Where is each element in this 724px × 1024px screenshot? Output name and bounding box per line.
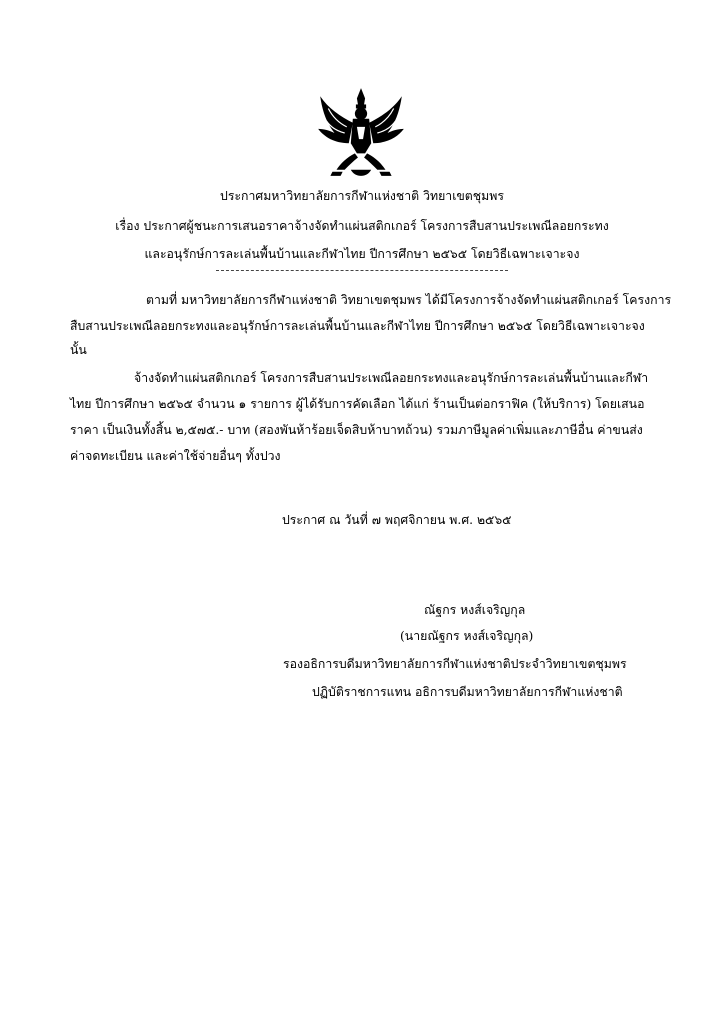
- subject-line-2: และอนุรักษ์การละเล่นพื้นบ้านและกีฬาไทย ปีการศึกษา ๒๕๖๕ โดยวิธีเฉพาะเจาะจง: [144, 247, 580, 261]
- signer-position: รองอธิการบดีมหาวิทยาลัยการกีฬาแห่งชาติประจำวิทยาเขตชุมพร: [283, 657, 627, 671]
- paragraph-1-line-3: นั้น: [70, 343, 87, 357]
- announcement-date: ประกาศ ณ วันที่ ๗ พฤศจิกายน พ.ศ. ๒๕๖๕: [282, 513, 512, 527]
- signature-name: ณัฐกร หงส์เจริญกุล: [424, 603, 526, 617]
- paragraph-2-line-4: ค่าจดทะเบียน และค่าใช้จ่ายอื่นๆ ทั้งปวง: [70, 449, 281, 463]
- paragraph-2-line-2: ไทย ปีการศึกษา ๒๕๖๕ จำนวน ๑ รายการ ผู้ได้รับการคัดเลือก ได้แก่ ร้านเป็นต่อกราฟิค (ให้บริการ) โดยเสนอ: [70, 397, 645, 411]
- paragraph-1-line-1: ตามที่ มหาวิทยาลัยการกีฬาแห่งชาติ วิทยาเขตชุมพร ได้มีโครงการจ้างจัดทำแผ่นสติกเกอร์ โครงการ: [146, 293, 672, 307]
- subject-line-1: เรื่อง ประกาศผู้ชนะการเสนอราคาจ้างจัดทำแผ่นสติกเกอร์ โครงการสืบสานประเพณีลอยกระทง: [115, 219, 609, 233]
- paragraph-1-line-2: สืบสานประเพณีลอยกระทงและอนุรักษ์การละเล่นพื้นบ้านและกีฬาไทย ปีการศึกษา ๒๕๖๕ โดยวิธีเฉพาะเจาะจง: [70, 319, 645, 333]
- garuda-emblem-icon: [310, 82, 412, 184]
- signer-acting-for: ปฏิบัติราชการแทน อธิการบดีมหาวิทยาลัยการกีฬาแห่งชาติ: [312, 685, 623, 699]
- paragraph-2-line-1: จ้างจัดทำแผ่นสติกเกอร์ โครงการสืบสานประเพณีลอยกระทงและอนุรักษ์การละเล่นพื้นบ้านและกีฬา: [134, 371, 649, 385]
- announcement-title: ประกาศมหาวิทยาลัยการกีฬาแห่งชาติ วิทยาเขตชุมพร: [220, 189, 504, 203]
- signer-full-name: (นายณัฐกร หงส์เจริญกุล): [400, 629, 534, 643]
- separator-line: [216, 270, 508, 271]
- paragraph-2-line-3: ราคา เป็นเงินทั้งสิ้น ๒,๕๗๕.- บาท (สองพันห้าร้อยเจ็ดสิบห้าบาทถ้วน) รวมภาษีมูลค่าเพิ่มและภาษีอื่น ค่าขนส่ง: [70, 423, 643, 437]
